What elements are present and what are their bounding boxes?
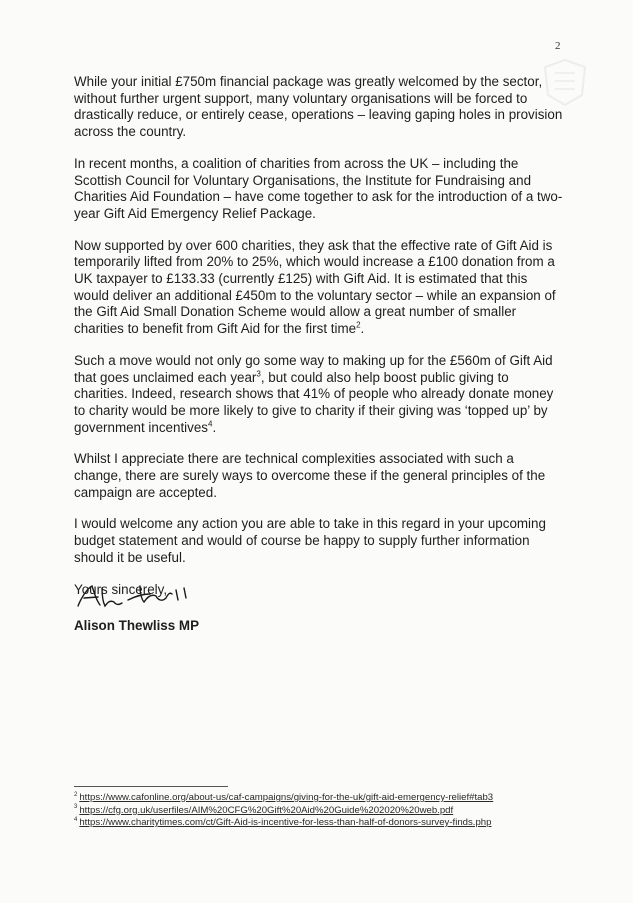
footnote-link[interactable]: https://www.cafonline.org/about-us/caf-campaigns/giving-for-the-uk/gift-aid-emergency-relief#tab3 (79, 792, 494, 803)
footnote-ref: 3 (256, 369, 261, 379)
paragraph-3: Now supported by over 600 charities, they ask that the effective rate of Gift Aid is temporarily lifted from 20% to 25%, which would increase a £100 donation from a UK taxpayer to £133.33 (currently £125) with Gift Aid. It is estimated that this would deliver an additional £450m to the voluntary sector – while an expansion of the Gift Aid Small Donation Scheme would allow a great number of smaller charities to benefit from Gift Aid for the first time$^2$. (74, 237, 556, 337)
paragraph-5: Whilst I appreciate there are technical complexities associated with such a change, there are surely ways to overcome these if the general principles of the campaign are accepted. (74, 451, 546, 500)
page-number: 2 (555, 40, 561, 52)
handwritten-signature (74, 578, 199, 614)
footnotes (74, 792, 594, 830)
letter-body (74, 74, 564, 613)
footnote-ref: 2 (356, 320, 361, 330)
footnote-link[interactable]: https://cfg.org.uk/userfiles/AIM%20CFG%20Gift%20Aid%20Guide%202020%20web.pdf (79, 804, 454, 816)
paragraph-6: I would welcome any action you are able to take in this regard in your upcoming budget statement and would of course be happy to supply further information should it be useful. (74, 516, 546, 565)
paragraph-4: Such a move would not only go some way to making up for the £560m of Gift Aid that goes unclaimed each year$^3$, but could also help boost public giving to charities. Indeed, research shows that 41% of people who already donate money to charity would be more likely to give to charity if their giving was ‘topped up’ by government incentives$^4$. (74, 352, 554, 435)
closing: Yours sincerely, (74, 581, 168, 597)
paragraph-1: While your initial £750m financial package was greatly welcomed by the sector, without further urgent support, many voluntary organisations will be forced to drastically reduce, or entirely cease, operations – leaving gaping holes in provision across the country. (74, 74, 563, 140)
footnote-ref: 4 (207, 419, 213, 429)
footnote-4: $^4$ https://www.charitytimes.com/ct/Gift-Aid-is-incentive-for-less-than-half-of-donors-survey-finds.php (74, 816, 492, 828)
footnote-2: $^2$ https://www.cafonline.org/about-us/caf-campaigns/giving-for-the-uk/gift-aid-emergency-relief#tab3 (74, 791, 494, 803)
signatory-name: Alison Thewliss MP (74, 618, 200, 633)
footnote-divider (74, 786, 228, 787)
footnote-link[interactable]: https://www.charitytimes.com/ct/Gift-Aid-is-incentive-for-less-than-half-of-donors-survey-finds.php (79, 817, 492, 828)
paragraph-2: In recent months, a coalition of charities from across the UK – including the Scottish Council for Voluntary Organisations, the Institute for Fundraising and Charities Aid Foundation – have come together to ask for the introduction of a two-year Gift Aid Emergency Relief Package. (74, 155, 563, 221)
footnote-3: $^3$ https://cfg.org.uk/userfiles/AIM%20CFG%20Gift%20Aid%20Guide%202020%20web.pdf (74, 804, 454, 816)
